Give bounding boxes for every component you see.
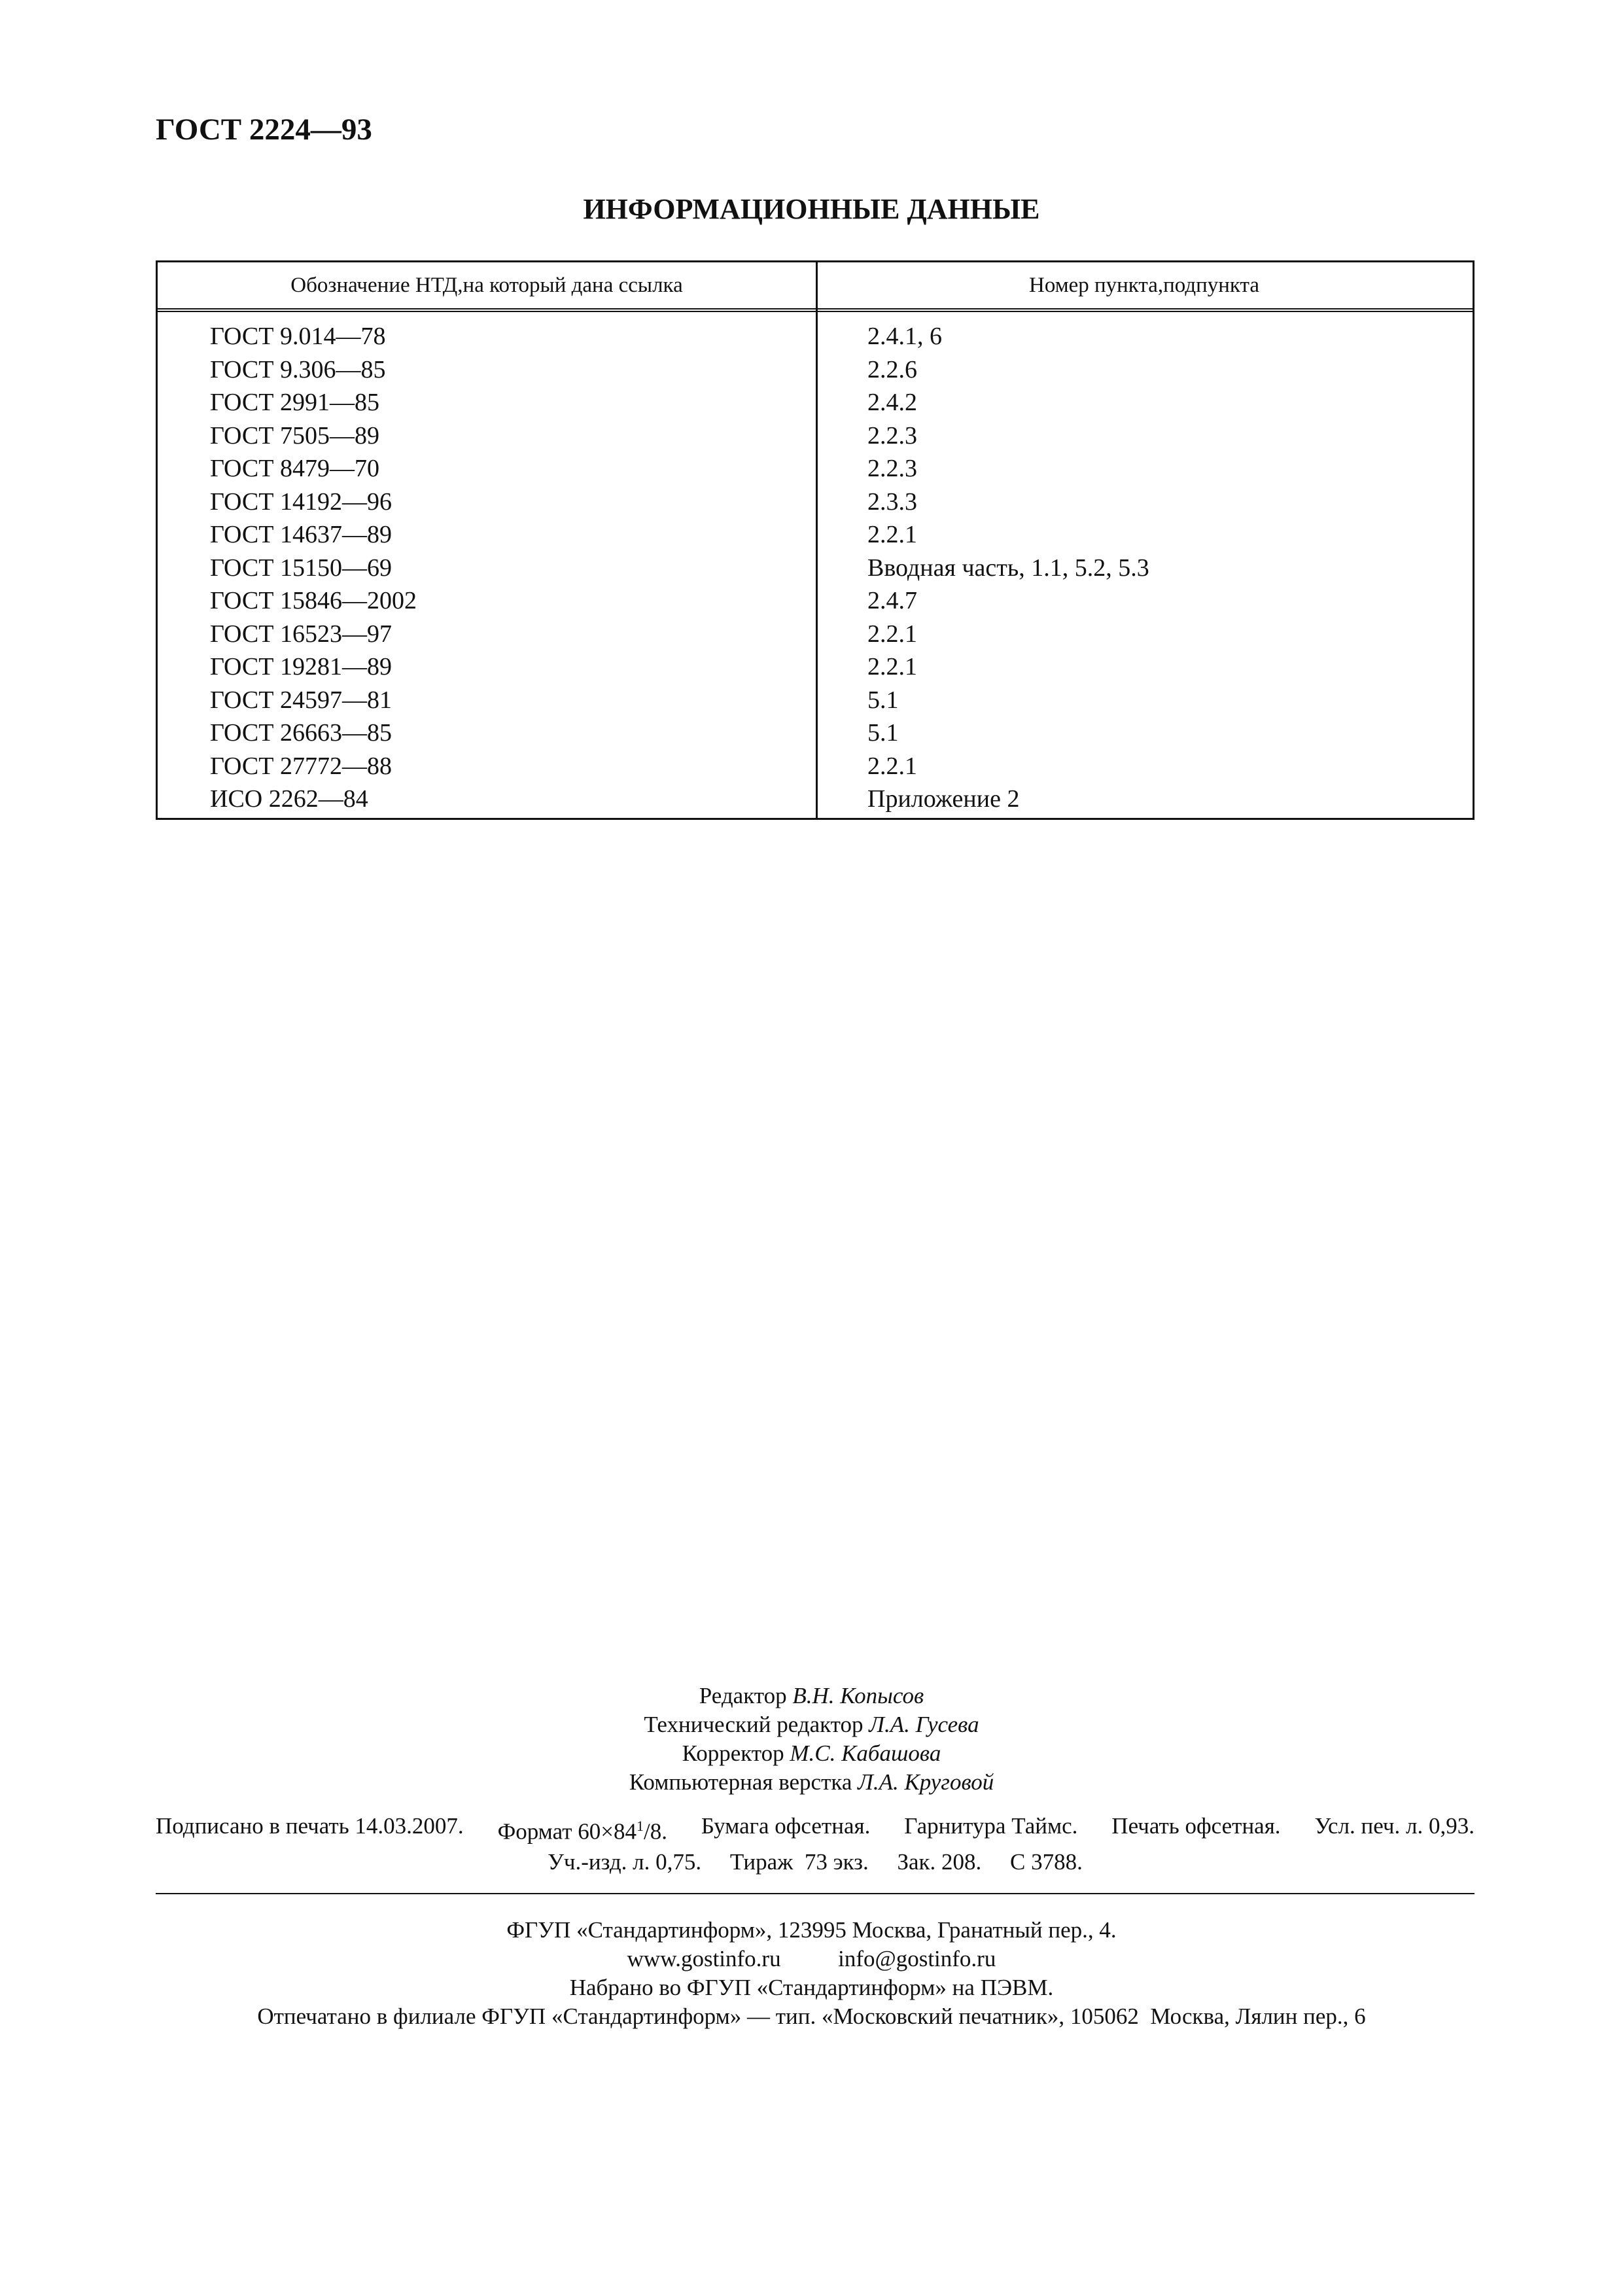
clause-number: 2.4.2 [867, 389, 917, 416]
format-sub: /8. [644, 1818, 667, 1845]
table-row [158, 419, 1473, 453]
header-reference-document: Обозначение НТД,на который дана ссылка [290, 274, 683, 297]
print-info [156, 1811, 1475, 1877]
printing-note: Отпечатано в филиале ФГУП «Стандартинформ» — тип. «Московский печатник», 105062 Москва, Лялин пер., 6 [257, 2004, 1366, 2029]
editor-line [0, 1682, 1623, 1710]
clause-number: 2.4.1, 6 [867, 323, 942, 350]
tech-editor-label: Технический редактор [644, 1712, 864, 1737]
format [498, 1811, 667, 1847]
document-id: ГОСТ 2224—93 [156, 113, 372, 147]
clause-number: Вводная часть, 1.1, 5.2, 5.3 [867, 554, 1149, 582]
table-row [158, 452, 1473, 486]
clause-number: 2.2.1 [867, 653, 917, 680]
table-row [158, 386, 1473, 419]
table-row [158, 716, 1473, 750]
clause-number: 2.2.3 [867, 421, 917, 450]
print-info-line-2: Уч.-изд. л. 0,75. Тираж 73 экз. Зак. 208. С 3788. [548, 1848, 1083, 1875]
reference-document: ГОСТ 24597—81 [210, 686, 392, 714]
format-sup: 1 [637, 1818, 644, 1834]
layout-name: Л.А. Круговой [858, 1769, 994, 1795]
clause-number: 5.1 [867, 719, 899, 747]
reference-document: ГОСТ 14637—89 [210, 521, 392, 548]
table-row [158, 486, 1473, 519]
table-row [158, 353, 1473, 387]
publisher-block [0, 1916, 1623, 2031]
section-title: ИНФОРМАЦИОННЫЕ ДАННЫЕ [583, 193, 1040, 225]
reference-document: ГОСТ 9.014—78 [210, 323, 386, 350]
reference-document: ИСО 2262—84 [210, 785, 368, 813]
references-table [156, 260, 1475, 820]
tech-editor-line [0, 1710, 1623, 1739]
signed-date: Подписано в печать 14.03.2007. [156, 1813, 464, 1839]
typesetting-note: Набрано во ФГУП «Стандартинформ» на ПЭВМ. [569, 1975, 1054, 2000]
table-row [158, 552, 1473, 585]
clause-number: 2.2.3 [867, 455, 917, 482]
publisher-address: ФГУП «Стандартинформ», 123995 Москва, Гранатный пер., 4. [506, 1917, 1117, 1943]
paper: Бумага офсетная. [701, 1813, 871, 1839]
reference-document: ГОСТ 19281—89 [210, 653, 392, 680]
table-row [158, 518, 1473, 552]
tech-editor-name: Л.А. Гусева [869, 1712, 979, 1737]
proofreader-name: М.С. Кабашова [790, 1740, 941, 1766]
printing: Печать офсетная. [1111, 1813, 1281, 1839]
typeface: Гарнитура Таймс. [904, 1813, 1078, 1839]
print-info-line-1 [156, 1811, 1475, 1847]
proofreader-line [0, 1739, 1623, 1768]
layout-line [0, 1768, 1623, 1797]
table-header-row [158, 262, 1473, 312]
table-row [158, 320, 1473, 353]
table-row [158, 684, 1473, 717]
clause-number: 5.1 [867, 686, 899, 714]
reference-document: ГОСТ 15150—69 [210, 554, 392, 582]
table-row [158, 783, 1473, 816]
reference-document: ГОСТ 2991—85 [210, 389, 379, 416]
format-prefix: Формат 60×84 [497, 1818, 637, 1845]
clause-number: Приложение 2 [867, 785, 1020, 813]
table-row [158, 618, 1473, 651]
editor-name: В.Н. Копысов [792, 1683, 924, 1708]
clause-number: 2.2.1 [867, 752, 917, 780]
reference-document: ГОСТ 9.306—85 [210, 355, 386, 383]
credits-block [0, 1682, 1623, 1797]
reference-document: ГОСТ 16523—97 [210, 620, 392, 648]
table-row [158, 584, 1473, 618]
clause-number: 2.3.3 [867, 487, 917, 516]
reference-document: ГОСТ 15846—2002 [210, 587, 417, 614]
proofreader-label: Корректор [682, 1740, 784, 1766]
divider-line [156, 1893, 1475, 1894]
clause-number: 2.2.1 [867, 521, 917, 548]
reference-document: ГОСТ 14192—96 [210, 487, 392, 516]
header-clause-number: Номер пункта,подпункта [1028, 274, 1259, 297]
table-row [158, 750, 1473, 783]
reference-document: ГОСТ 8479—70 [210, 455, 379, 482]
sheets: Усл. печ. л. 0,93. [1314, 1813, 1475, 1839]
table-row [158, 650, 1473, 684]
layout-label: Компьютерная верстка [629, 1769, 852, 1795]
reference-document: ГОСТ 27772—88 [210, 752, 392, 780]
clause-number: 2.2.1 [867, 620, 917, 648]
clause-number: 2.2.6 [867, 355, 917, 383]
clause-number: 2.4.7 [867, 587, 917, 614]
reference-document: ГОСТ 7505—89 [210, 421, 379, 450]
table-body [158, 320, 1473, 816]
editor-label: Редактор [699, 1683, 787, 1708]
reference-document: ГОСТ 26663—85 [210, 719, 392, 747]
publisher-contacts: www.gostinfo.ru info@gostinfo.ru [627, 1946, 996, 1971]
